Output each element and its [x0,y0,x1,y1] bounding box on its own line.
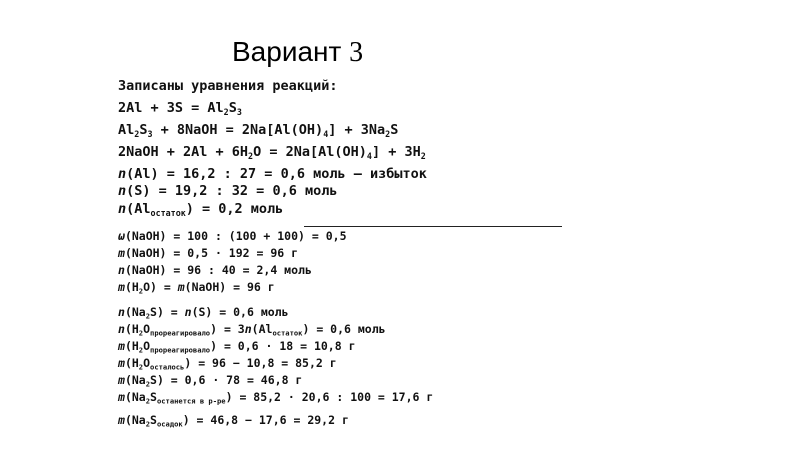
page-title [232,36,363,69]
calc-n-al-remaining: $n(Al_{остаток}) = 0,2$ моль [118,201,284,218]
separator-line [304,226,562,227]
calc-w-naoh: ω(NaOH) = 100 : (100 + 100) = 0,5 [118,229,347,243]
calc-n-na2s: $n(Na_2S) = n(S) = 0,6$ моль [118,305,289,321]
calc-m-naoh: m(NaOH) = 0,5 · 192 = 96 г [118,246,299,260]
calc-m-h2o-remaining: $m(H_2O_{осталось}) = 96 - 10,8 = 85,2$ г [118,356,337,372]
calc-m-na2s-precipitate: $m(Na_2S_{осадок}) = 46,8 - 17,6 = 29,2$ г [118,413,349,429]
calc-m-h2o-reacted: $m(H_2O_{прореагировало}) = 0,6 \cdot 18 = 10,8$ г [118,339,356,355]
calc-n-naoh: n(NaOH) = 96 : 40 = 2,4 моль [118,263,312,277]
equation-3: 2NaOH + $2Al + 6H_2O = 2Na[Al(OH)_4] + 3H_2$ [118,144,426,161]
title-number: 3 [349,37,364,68]
title-word: Вариант [232,36,342,67]
calc-m-h2o: $m(H_2O)$ = m(NaOH) = 96 г [118,280,275,296]
calc-n-s: n(S) = 19,2 : 32 = 0,6 моль [118,183,338,199]
calc-n-h2o-reacted: $n(H_2O_{прореагировало}) = 3n(Al_{остаток}) = 0,6$ моль [118,322,386,338]
equations-heading: Записаны уравнения реакций: [118,78,338,94]
equation-2: $Al_2S_3$ + 8NaOH = $2Na[Al(OH)_4] + 3Na_2S$ [118,122,399,139]
calc-m-na2s: $m(Na_2S) = 0,6 \cdot 78 = 46,8$ г [118,373,303,389]
calc-n-al: n(Al) = 16,2 : 27 = 0,6 моль — избыток [118,166,427,182]
equation-1: $2Al + 3S = Al_2S_3$ [118,100,242,117]
calc-m-na2s-in-solution: $m(Na_2S_{останется в р-ре}) = 85,2 \cdot 20,6$ : 100 = 17,6 г [118,390,434,406]
